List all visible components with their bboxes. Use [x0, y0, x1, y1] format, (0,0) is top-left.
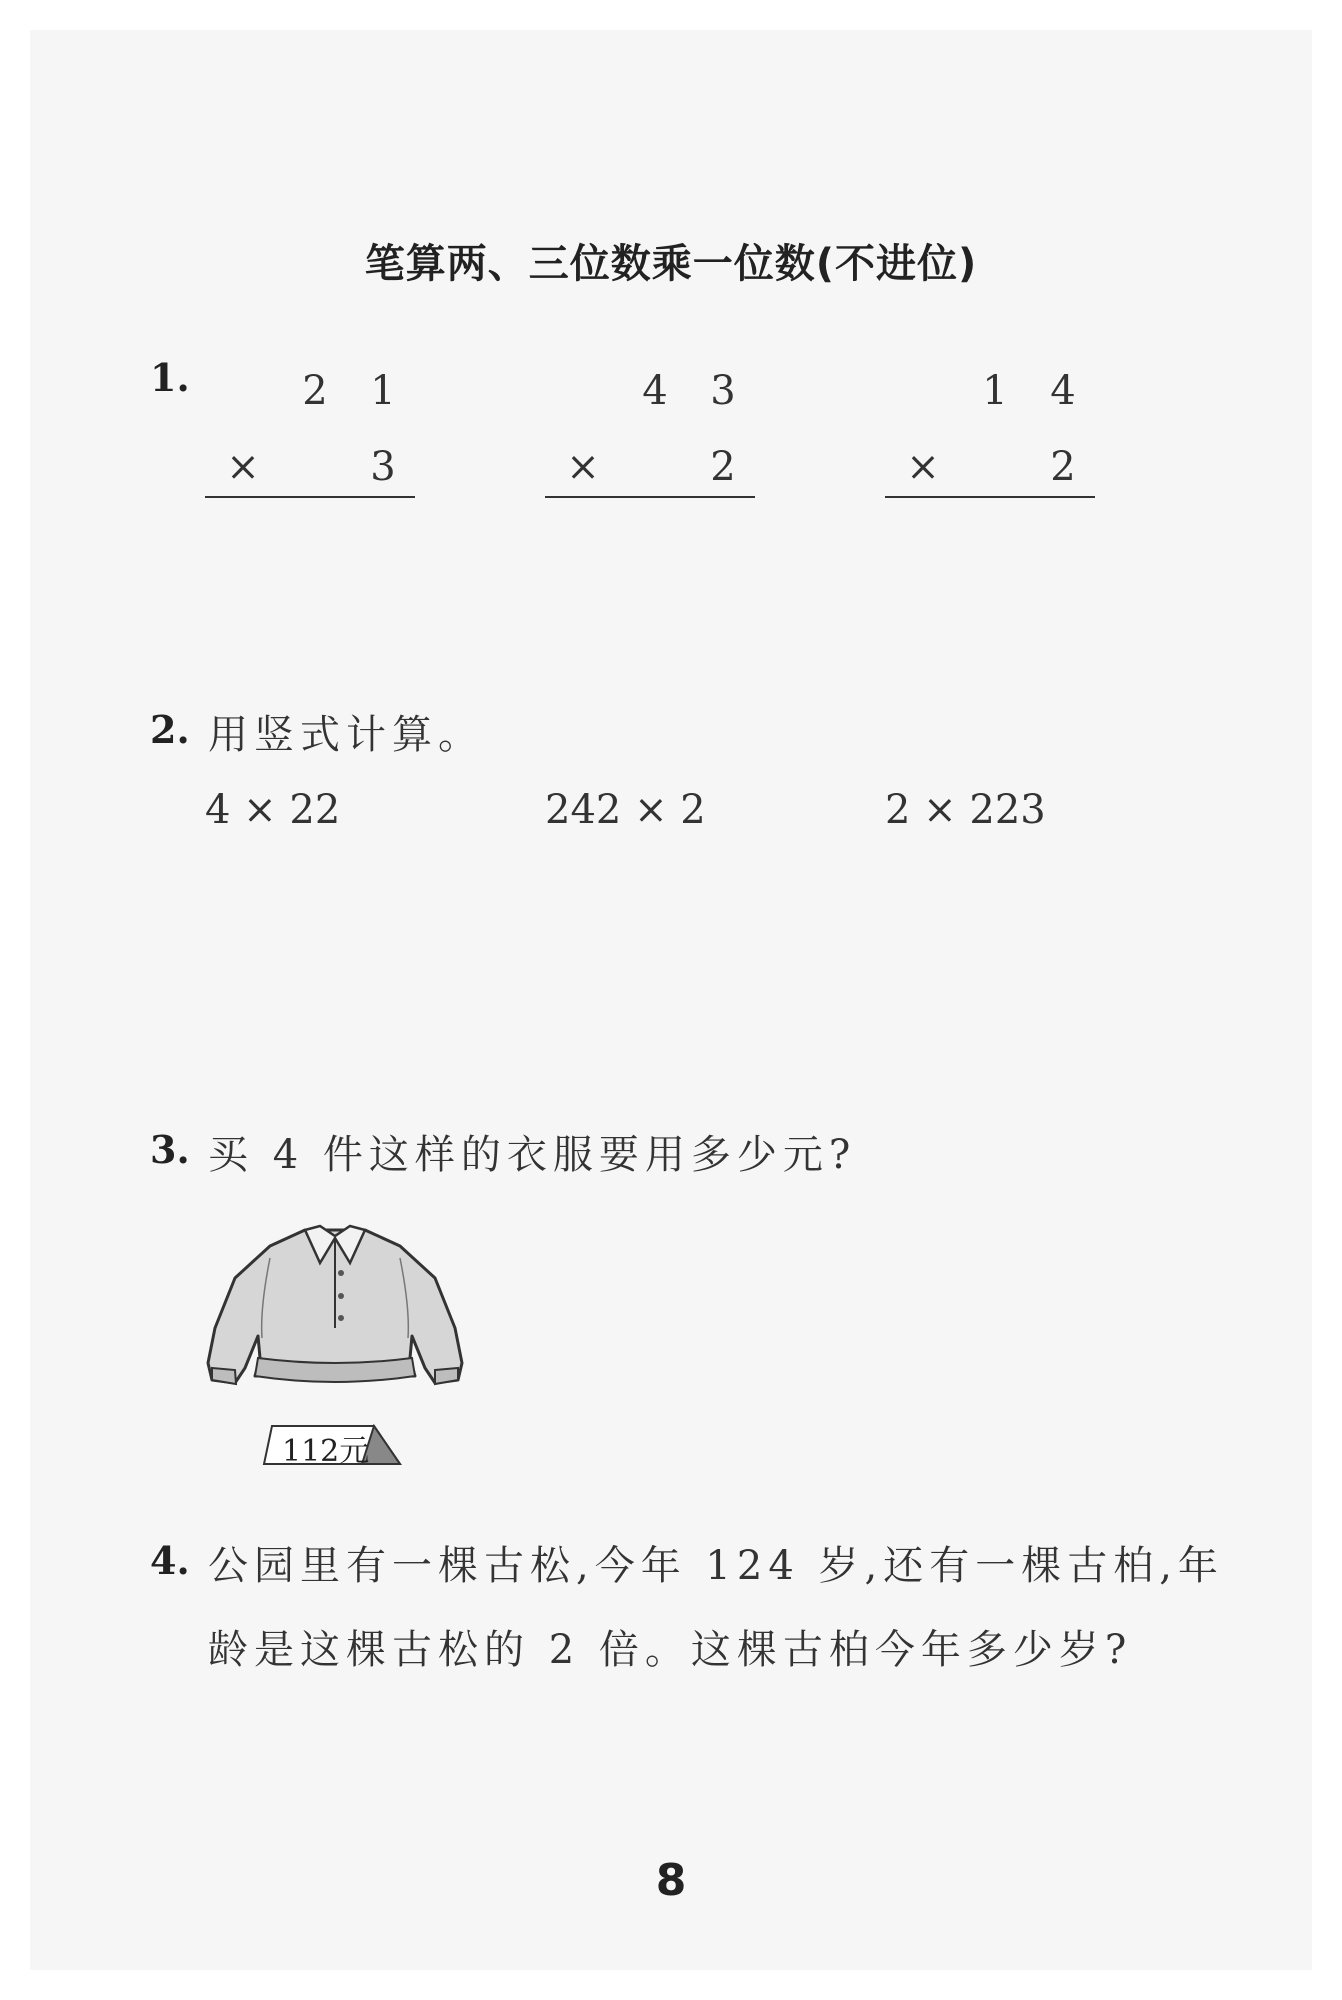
price-label: 112元: [282, 1434, 370, 1469]
sweater-illustration: [200, 1218, 470, 1398]
times-sign: ×: [226, 444, 260, 490]
answer-line: [545, 496, 755, 498]
times-sign: ×: [906, 444, 940, 490]
vertical-multiplication-1: [205, 368, 415, 498]
vertical-multiplication-2: [545, 368, 755, 498]
digit: 1: [370, 368, 396, 414]
expression-1: 4 × 22: [205, 787, 341, 833]
expression-2: 242 × 2: [545, 787, 706, 833]
question-4-line-1: 公园里有一棵古松,今年 124 岁,还有一棵古柏,年: [208, 1543, 1224, 1589]
expression-3: 2 × 223: [885, 787, 1046, 833]
digit: 3: [710, 368, 736, 414]
page-number: 8: [655, 1855, 687, 1906]
question-3-number: 3.: [150, 1127, 190, 1172]
question-4-line-2: 龄是这棵古松的 2 倍。这棵古柏今年多少岁?: [208, 1627, 1133, 1673]
question-3-text: 买 4 件这样的衣服要用多少元?: [208, 1132, 857, 1178]
question-1-number: 1.: [150, 355, 190, 400]
digit: 2: [302, 368, 328, 414]
digit: 3: [370, 444, 396, 490]
question-2-number: 2.: [150, 707, 190, 752]
question-4-number: 4.: [150, 1538, 190, 1583]
page-background: [30, 30, 1312, 1970]
digit: 1: [982, 368, 1008, 414]
digit: 4: [1050, 368, 1076, 414]
times-sign: ×: [566, 444, 600, 490]
page-title: 笔算两、三位数乘一位数(不进位): [364, 241, 978, 287]
question-2-text: 用竖式计算。: [208, 712, 484, 758]
vertical-multiplication-3: [885, 368, 1095, 498]
answer-line: [205, 496, 415, 498]
answer-line: [885, 496, 1095, 498]
digit: 2: [710, 444, 736, 490]
digit: 2: [1050, 444, 1076, 490]
digit: 4: [642, 368, 668, 414]
